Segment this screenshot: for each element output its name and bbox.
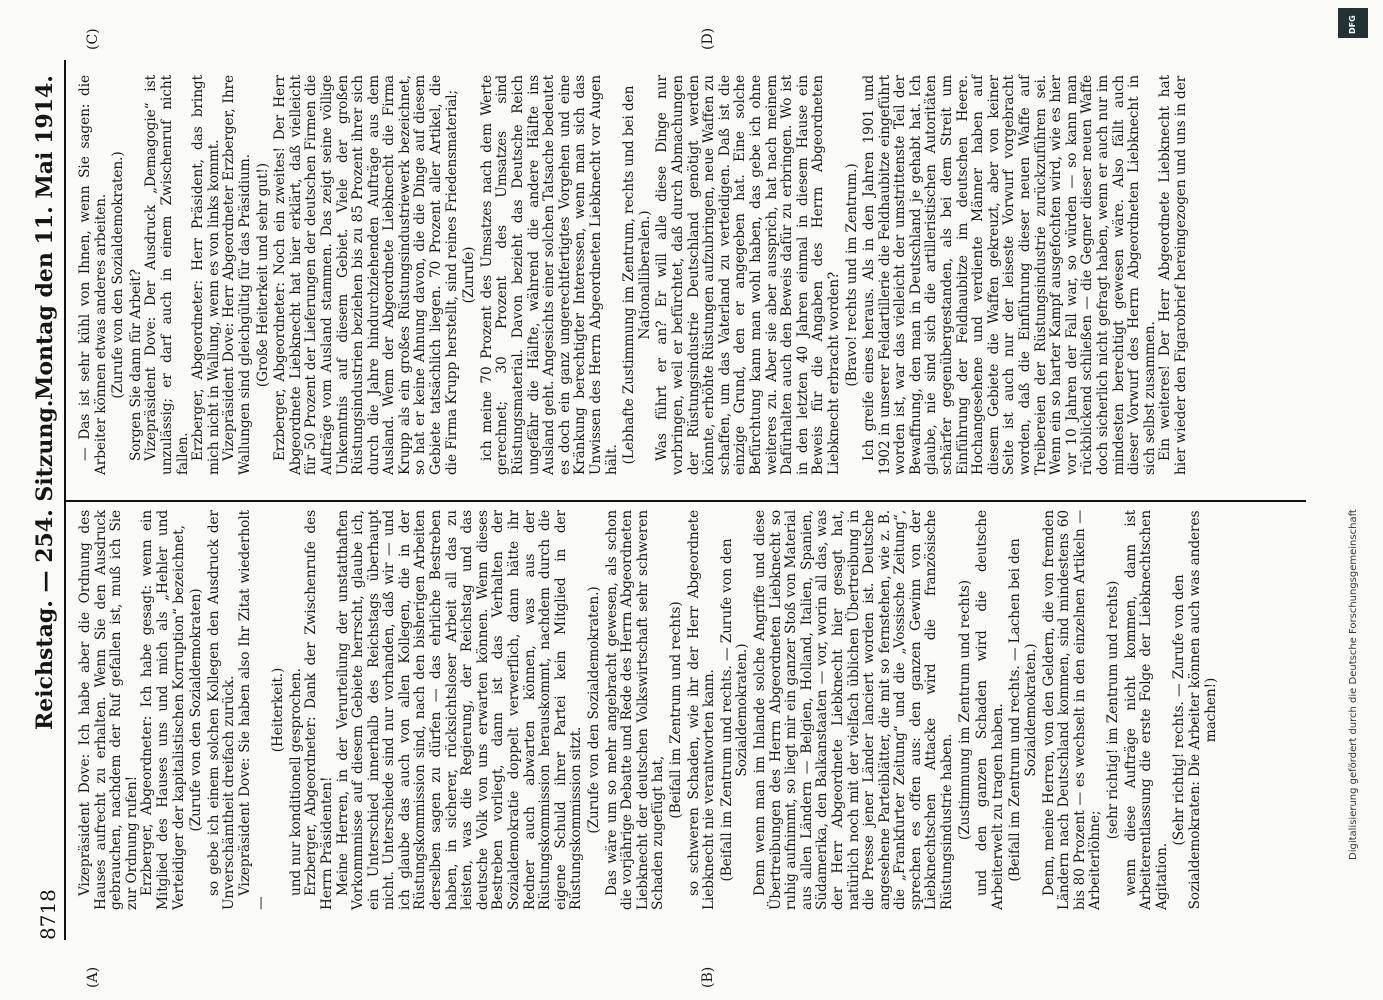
margin-mark-b: (B)	[700, 966, 716, 988]
paragraph: Erzberger, Abgeordneter: Dank der Zwischenrufe des Herrn Präsidenten!	[303, 510, 335, 910]
paragraph: so schweren Schaden, wie ihr der Herr Abgeordnete Liebknecht nie verantworten kann.	[685, 510, 718, 910]
page-number: 8718	[36, 889, 60, 940]
paragraph: Vizepräsident Dove: Herr Abgeordneter Erzberger, Ihre Wallungen sind gleichgültig für das Präsidium.	[221, 75, 253, 475]
right-text-column	[78, 75, 1190, 475]
dfg-logo: DFG	[1338, 8, 1368, 38]
paragraph: wenn diese Aufträge nicht kommen, dann ist Arbeiterentlassung die erste Folge der Liebknechtschen Agitation.	[1122, 510, 1170, 910]
paragraph: Erzberger, Abgeordneter: Ich habe gesagt: wenn ein Mitglied des Hauses uns und mich als „Hehler und Verteidiger der kapitalistischen Korruption“ bezeichnet,	[139, 510, 187, 910]
paragraph: Ein weiteres! Der Herr Abgeordnete Liebknecht hat hier wieder den Figarobrief hereingezogen und uns in der	[1157, 75, 1189, 475]
paragraph: und nur konditionell gesprochen.	[287, 668, 304, 896]
paragraph: Denn wenn man im Inlande solche Angriffe und diese Übertreibungen des Herrn Abgeordneten Liebknecht so ruhig aufnimmt, so liegt mir ein ganzer Stoß von Material aus allen Ländern — Belgien, Holland, Italien, Spanien, Südamerika, den Balkanstaaten — vor, worin all das, was der Herr Abgeordnete Liebknecht hier gesagt hat, natürlich noch mit der vielfach üblichen Übertreibung in die Presse jener Länder lanciert worden ist. Deutsche angesehene Parteiblätter, die mit so fernstehen, wie z. B. die „Frankfurter Zeitung“ und die „Vossische Zeitung“, sprechen es offen aus: den ganzen Gewinn von der Liebknechtschen Attacke wird die französische Rüstungsindustrie haben.	[751, 510, 956, 910]
interjection: (Beifall im Zentrum und rechts. — Zurufe von den Sozialdemokraten.)	[718, 538, 751, 882]
paragraph: so gebe ich einem solchen Kollegen den Ausdruck der Unverschämtheit dreifach zurück.	[205, 510, 238, 910]
column-divider	[66, 500, 1306, 502]
interjection: (Zurufe von den Sozialdemokraten)	[188, 588, 205, 832]
paragraph: Das wäre um so mehr angebracht gewesen, als schon die vorjährige Debatte und Rede des Herrn Abgeordneten Liebknecht der deutschen Volkswirtschaft sehr schweren Schaden zugefügt hat,	[603, 510, 667, 910]
paragraph: — Das ist sehr kühl von Ihnen, wenn Sie sagen: die Arbeiter können etwas anderes arbeiten.	[77, 75, 109, 475]
interjection: (Große Heiterkeit und sehr gut!)	[254, 162, 271, 388]
paragraph: Erzberger, Abgeordneter: Noch ein zweites! Der Herr Abgeordnete Liebknecht hat hier erklärt, daß vielleicht für 50 Prozent der Lieferungen der deutschen Firmen die Aufträge vom Ausland stammen. Das zeigt seine völlige Unkenntnis auf diesem Gebiet. Viele der großen Rüstungsindustrien beziehen bis zu 85 Prozent ihrer sich durch die Jahre hindurchziehenden Aufträge aus dem Ausland. Wenn der Abgeordnete Liebknecht die Firma Krupp als ein großes Rüstungsindustriewerk bezeichnet, so hat er keine Ahnung davon, die die Dinge auf diesem Gebiete tatsächlich liegen. 70 Prozent aller Artikel, die die Firma Krupp herstellt, sind reines Friedensmaterial;	[272, 75, 460, 475]
paragraph: Denn, meine Herren, von den Geldern, die von fremden Ländern nach Deutschland kommen, sind mindestens 60 bis 80 Prozent — es wechselt in den einzelnen Artikeln — Arbeiterlöhne;	[1040, 510, 1104, 910]
paragraph: ich meine 70 Prozent des Umsatzes nach dem Werte gerechnet; 30 Prozent des Umsatzes sind Rüstungsmaterial. Davon bezieht das Deutsche Reich ungefähr die Hälfte, während die andere Hälfte ins Ausland geht. Angesichts einer solchen Tatsache bedeutet es doch ein ganz ungerechtfertigtes Vorgehen und eine Kränkung berechtigter Interessen, wenn man sich das Unwissen des Herrn Abgeordneten Liebknecht vor Augen hält.	[478, 75, 620, 475]
running-header	[22, 60, 67, 940]
interjection: (Zustimmung im Zentrum und rechts)	[956, 580, 973, 840]
margin-mark-c: (C)	[85, 28, 101, 50]
interjection: (Heiterkeit.)	[270, 667, 287, 753]
header-left-title: Reichstag. — 254. Sitzung.	[32, 399, 58, 730]
paragraph: Was führt er an? Er will alle diese Dinge nur vorbringen, weil er befürchtet, daß durch Abmachungen der Rüstungsindustrie Deutschland genötigt werden könnte, erhöhte Rüstungen aufzubringen, neue Waffen zu schaffen, um das Vaterland zu verteidigen. Daß ist die einzige Grund, den er angegeben hat. Eine solche Befürchtung kann man wohl haben, das gebe ich ohne weiteres zu. Aber sie aber aussprich, hat nach meinem Dafürhalten auch den Beweis dafür zu erbringen. Wo ist in den letzten 40 Jahren einmal in diesem Hause ein Beweis für die Angaben des Herrn Abgeordneten Liebknecht erbracht worden?	[654, 75, 842, 475]
interjection: (Beifall im Zentrum und rechts. — Lachen bei den Sozialdemokraten.)	[1007, 538, 1040, 882]
interjection: (Beifall im Zentrum und rechts)	[667, 601, 684, 819]
margin-mark-a: (A)	[85, 966, 101, 988]
margin-mark-d: (D)	[700, 27, 716, 50]
paragraph: Vizepräsident Dove: Ich habe aber die Ordnung des Hauses aufrecht zu erhalten. Wenn Sie den Ausdruck gebrauchen, nachdem der Ruf gefallen ist, muß ich Sie zur Ordnung rufen!	[77, 510, 140, 910]
digitization-credit: Digitalisierung gefördert durch die Deutsche Forschungsgemeinschaft	[1348, 509, 1359, 860]
paragraph: Vizepräsident Dove: Sie haben also Ihr Zitat wiederholt —	[236, 510, 269, 910]
interjection: (Zurufe von den Sozialdemokraten.)	[586, 586, 602, 834]
paragraph: Meine Herren, in der Verurteilung der unstatthaften Vorkommnisse auf diesem Gebiete herrscht, glaube ich, ein Unterschied innerhalb des Reichstags überhaupt nicht. Unterschiede sind nur vorhanden, daß wir — und ich glaube das auch von allen Kollegen, die in der Rüstungskommission sind, nach den bisherigen Arbeiten derselben sagen zu dürfen — das ehrliche Bestreben haben, in sicherer, rücksichtsloser Arbeit all das zu leisten, was die Regierung, der Reichstag und das deutsche Volk von uns erwarten können. Wenn dieses Bestreben vorliegt, dann ist das Verhalten der Sozialdemokratie doppelt verwerflich, dann hätte ihr Redner auch abwarten können, was aus der Rüstungskommission herauskommt, nachdem durch die eigene Schuld ihrer Partei kein Mitglied in der Rüstungskommission sitzt.	[334, 510, 585, 910]
paragraph: und den ganzen Schaden wird die deutsche Arbeiterwelt zu tragen haben.	[974, 510, 1006, 910]
header-right-title: Montag den 11. Mai 1914.	[32, 75, 58, 400]
interjection: (Zurufe)	[461, 246, 478, 304]
paragraph: Erzberger, Abgeordneter: Herr Präsident, das bringt mich nicht in Wallung, wenn es von links kommt.	[190, 75, 222, 475]
interjection: (Lebhafte Zustimmung im Zentrum, rechts und bei den Nationalliberalen.)	[621, 85, 653, 465]
interjection: (Zurufe von den Sozialdemokraten.)	[110, 151, 127, 399]
interjection: (Bravo! rechts und im Zentrum.)	[843, 163, 860, 387]
paragraph: Vizepräsident Dove: Der Ausdruck „Demagogie“ ist unzulässig; er darf auch in einem Zwischenruf nicht fallen.	[143, 75, 191, 475]
paragraph: Sorgen Sie dann für Arbeit?	[127, 269, 144, 461]
interjection: (Sehr richtig! rechts. — Zurufe von den Sozialdemokraten: Die Arbeiter können auch was anderes machen!)	[1171, 510, 1219, 910]
left-text-column	[78, 510, 1221, 910]
paragraph: Ich greife eines heraus. Als in den Jahren 1901 und 1902 in unserer Feldartillerie die Feldhaubitze eingeführt worden ist, war das vielleicht der umstrittenste Teil der Bewaffnung, den man in Deutschland je gehabt hat. Ich glaube, nie sind sich die artilleristischen Autoritäten schärfer gegenübergestanden, als bei dem Streit um Einführung der Feldhaubitze im deutschen Heere. Hochangesehene und verdiente Männer haben auf diesem Gebiete die Waffen gekreuzt, aber von keiner Seite ist auch nur der leiseste Vorwurf vorgebracht worden, daß die Einführung dieser neuen Waffe auf Treibereien der Rüstungsindustrie zurückzuführen sei. Wenn ein so harter Kampf ausgefochten wird, wie es hier vor 10 Jahren der Fall war, so würden — so kann man rückblickend schließen — die Gegner dieser neuen Waffe doch sicherlich nicht gefragt haben, wenn er auch nur im mindesten berechtigt gewesen wäre. Also fällt auch dieser Vorwurf des Herrn Abgeordneten Liebknecht in sich selbst zusammen.	[861, 75, 1158, 475]
interjection: (sehr richtig! im Zentrum und rechts)	[1105, 580, 1121, 840]
